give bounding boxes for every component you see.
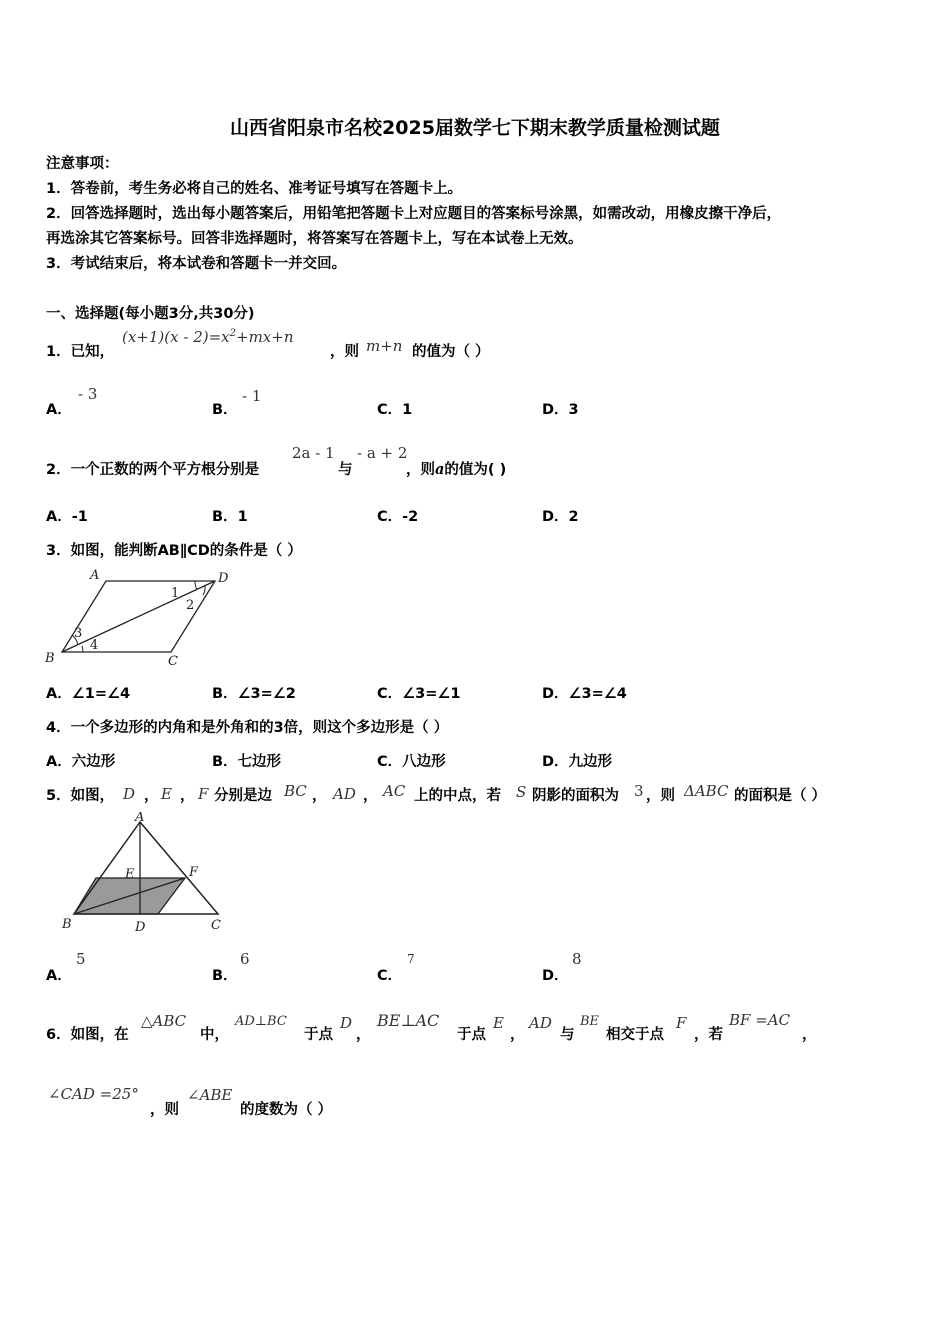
- q6-tail: 的度数为（ ）: [240, 1102, 333, 1118]
- q5-option-d-value: 8: [572, 950, 582, 968]
- q6-zhong: 中，: [200, 1027, 229, 1043]
- q5-bc: BC: [284, 782, 307, 800]
- q1-option-b-label: B．: [212, 402, 238, 418]
- q5-f: F: [198, 785, 209, 803]
- notice-item-2-cont: 再选涂其它答案标号。回答非选择题时，将答案写在答题卡上，写在本试卷上无效。: [46, 231, 583, 247]
- q3-label-d: D: [218, 571, 229, 586]
- q6-ad-perp-bc: AD⊥BC: [235, 1014, 287, 1029]
- q5-text-3: 阴影的面积为: [532, 788, 619, 804]
- q6-yudian-2: 于点: [457, 1027, 486, 1043]
- q1-option-c: C．1: [377, 402, 413, 418]
- q6-comma-2: ，: [510, 1027, 525, 1043]
- q6-ruo: ，若: [694, 1027, 723, 1043]
- q3-angle-4: 4: [90, 638, 99, 653]
- q4-option-b: B．七边形: [212, 754, 282, 770]
- notice-item-1: 1．答卷前，考生务必将自己的姓名、准考证号填写在答题卡上。: [46, 181, 463, 197]
- q1-expr: m+n: [366, 337, 403, 355]
- q2-option-b: B．1: [212, 509, 248, 525]
- q3-angle-3: 3: [74, 626, 83, 641]
- q5-e: E: [161, 785, 172, 803]
- page-title: 山西省阳泉市名校2025届数学七下期末教学质量检测试题: [230, 117, 720, 139]
- q2-option-c: C．-2: [377, 509, 419, 525]
- q4-text: 4．一个多边形的内角和是外角和的3倍，则这个多边形是（ ）: [46, 720, 449, 736]
- q5-option-c-label: C．: [377, 968, 403, 984]
- q5-option-b-label: B．: [212, 968, 238, 984]
- q3-option-c: C．∠3=∠1: [377, 686, 461, 702]
- q5-label-f: F: [189, 865, 199, 880]
- q2-mid: 与: [338, 462, 353, 478]
- q5-option-c-value: 7: [407, 952, 415, 966]
- q6-ze: ，则: [150, 1102, 179, 1118]
- q6-be: BE: [580, 1014, 600, 1029]
- q5-comma-4: ，: [363, 788, 378, 804]
- q4-option-c: C．八边形: [377, 754, 446, 770]
- q6-angle-abe: ∠ABE: [187, 1086, 233, 1104]
- q5-option-a-value: 5: [76, 950, 86, 968]
- q5-text-5: 的面积是（ ）: [734, 788, 827, 804]
- q5-number: 5．如图，: [46, 788, 115, 804]
- q2-expr-2: - a + 2: [357, 444, 408, 462]
- q1-option-d: D．3: [542, 402, 579, 418]
- q5-s: S: [516, 783, 527, 801]
- q5-text-1: 分别是边: [214, 788, 272, 804]
- q1-formula: $(x+1)(x - 2)=x^2+mx+n$: [122, 328, 294, 346]
- q6-number: 6．如图，在: [46, 1027, 129, 1043]
- q1-option-a-label: A．: [46, 402, 72, 418]
- q3-option-d: D．∠3=∠4: [542, 686, 627, 702]
- q5-option-a-label: A．: [46, 968, 72, 984]
- q4-option-a: A．六边形: [46, 754, 116, 770]
- q3-option-a: A．∠1=∠4: [46, 686, 131, 702]
- notice-heading: 注意事项：: [46, 156, 119, 172]
- q1-tail: 的值为（ ）: [412, 344, 490, 360]
- q2-option-a: A．-1: [46, 509, 88, 525]
- q6-ad: AD: [529, 1014, 552, 1032]
- q3-angle-1: 1: [171, 586, 180, 601]
- q1-option-b-value: - 1: [242, 387, 262, 405]
- q5-label-e: E: [125, 867, 135, 882]
- q5-label-b: B: [62, 917, 72, 932]
- q4-option-d: D．九边形: [542, 754, 613, 770]
- q6-comma-1: ，: [356, 1027, 371, 1043]
- q5-ad: AD: [333, 785, 356, 803]
- q6-angle-cad: ∠CAD =25°: [48, 1085, 139, 1103]
- q6-yudian-1: 于点: [304, 1027, 333, 1043]
- q2-text: 2．一个正数的两个平方根分别是: [46, 462, 260, 478]
- q5-triangle-figure: [55, 812, 235, 937]
- q3-angle-2: 2: [186, 598, 195, 613]
- q6-d: D: [340, 1014, 353, 1032]
- q6-e: E: [493, 1014, 504, 1032]
- q6-f: F: [676, 1014, 687, 1032]
- q6-comma-3: ，: [802, 1027, 817, 1043]
- q1-mid: ，则: [330, 344, 359, 360]
- q5-option-d-label: D．: [542, 968, 569, 984]
- q5-label-c: C: [211, 918, 221, 933]
- q1-option-a-value: - 3: [78, 385, 98, 403]
- q3-label-c: C: [168, 654, 178, 669]
- q5-label-a: A: [135, 812, 145, 825]
- q6-be-perp-ac: BE⊥AC: [377, 1011, 440, 1030]
- q5-comma-2: ，: [180, 788, 195, 804]
- q2-expr-1: 2a - 1: [292, 444, 335, 462]
- q5-abc: ΔABC: [684, 782, 729, 800]
- q6-yu: 与: [560, 1027, 575, 1043]
- q3-option-b: B．∠3=∠2: [212, 686, 296, 702]
- q5-comma-3: ，: [312, 788, 327, 804]
- notice-item-3: 3．考试结束后，将本试卷和答题卡一并交回。: [46, 256, 347, 272]
- q5-d: D: [123, 785, 136, 803]
- q3-parallelogram-figure: [40, 565, 240, 670]
- q2-option-d: D．2: [542, 509, 579, 525]
- q6-xiangjiao: 相交于点: [606, 1027, 664, 1043]
- q5-text-4: ，则: [646, 788, 675, 804]
- notice-item-2: 2．回答选择题时，选出每小题答案后，用铅笔把答题卡上对应题目的答案标号涂黑，如需改动，用橡皮擦干净后，: [46, 206, 782, 222]
- q5-option-b-value: 6: [240, 950, 250, 968]
- q6-triangle: △ABC: [141, 1012, 187, 1030]
- q5-comma-1: ，: [144, 788, 159, 804]
- q5-three: 3: [634, 782, 644, 800]
- section-heading: 一、选择题(每小题3分,共30分): [46, 306, 255, 322]
- q3-label-a: A: [90, 568, 100, 583]
- q2-tail: ，则a的值为( ): [406, 461, 507, 478]
- q6-bf-eq-ac: BF =AC: [729, 1011, 791, 1029]
- q5-text-2: 上的中点，若: [414, 788, 501, 804]
- q5-label-d: D: [135, 920, 146, 935]
- q3-label-b: B: [45, 651, 55, 666]
- q1-number: 1．已知，: [46, 344, 115, 360]
- q3-text: 3．如图，能判断AB∥CD的条件是（ ）: [46, 543, 302, 559]
- q5-ac: AC: [383, 782, 406, 800]
